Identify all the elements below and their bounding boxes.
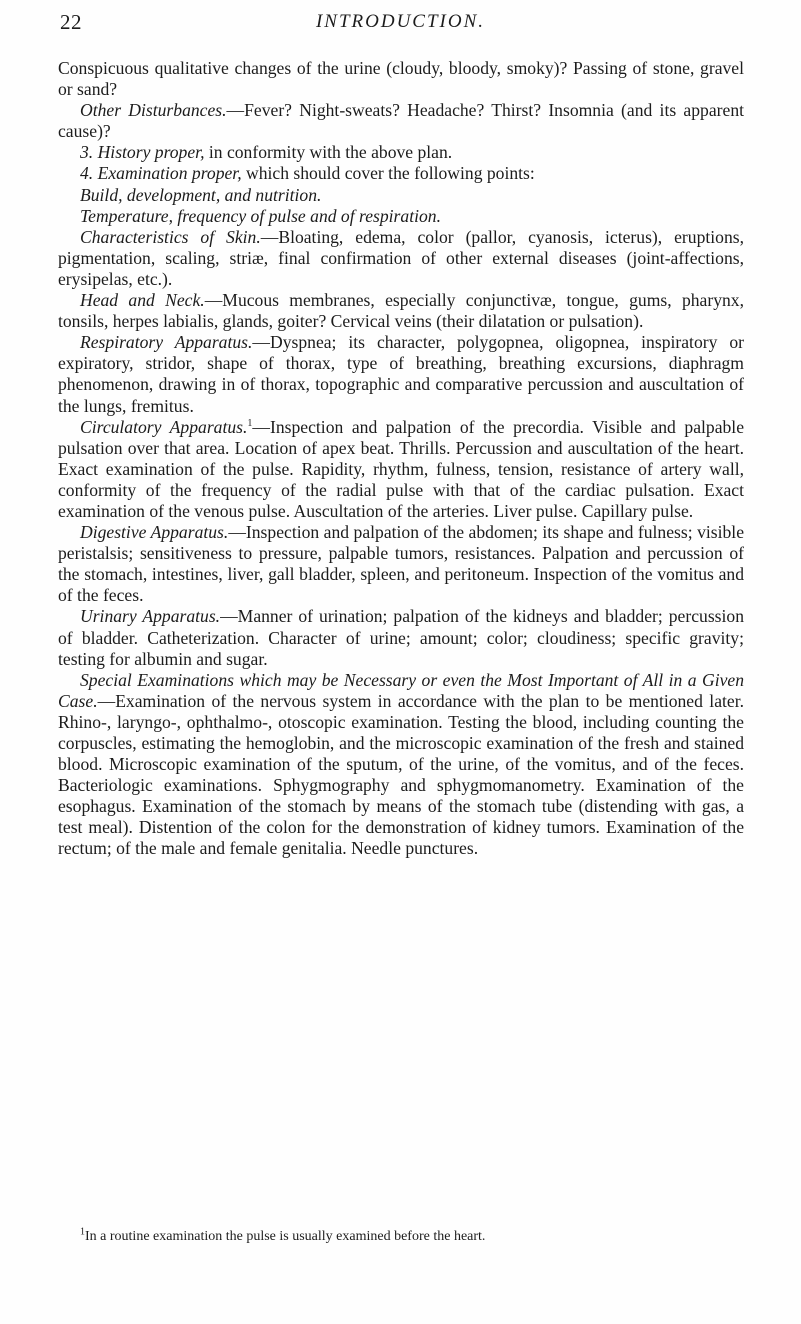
footnote-marker: 1 bbox=[247, 417, 253, 429]
footnote bbox=[58, 1228, 744, 1245]
paragraph-other-disturbances: Other Disturbances.—Fever? Night-sweats? Headache? Thirst? Insomnia (and its apparent cause)? bbox=[58, 100, 745, 142]
body-text bbox=[58, 58, 744, 860]
paragraph-build: Build, development, and nutrition. bbox=[80, 184, 322, 205]
paragraph-digestive: Digestive Apparatus.—Inspection and palpation of the abdomen; its shape and fulness; visible peristalsis; sensitiveness to pressure, palpable tumors, resistances. Palpation and percussion of the stomach, intestines, liver, gall bladder, spleen, and peritoneum. Inspection of the vomitus and of the feces. bbox=[58, 522, 745, 606]
footnote-number: 1 bbox=[80, 1226, 85, 1238]
paragraph-head-neck: Head and Neck.—Mucous membranes, especially conjunctivæ, tongue, gums, pharynx, tonsils, herpes labialis, glands, goiter? Cervical veins (their dilatation or pulsation). bbox=[58, 290, 744, 332]
paragraph-special-examinations: Special Examinations which may be Necessary or even the Most Important of All in a Given Case.—Examination of the nervous system in accordance with the plan to be mentioned later. Rhino-, laryngo-, ophthalmo-, otoscopic examination. Testing the blood, including counting the corpuscles, estimating the hemoglobin, and the microscopic examination of the fresh and stained blood. Microscopic examination of the sputum, of the urine, of the vomitus, and of the feces. Bacteriologic examinations. Sphygmography and sphygmomanometry. Examination of the esophagus. Examination of the stomach by means of the stomach tube (distending with gas, a test meal). Distention of the colon for the demonstration of kidney tumors. Examination of the rectum; of the male and female genitalia. Needle punctures. bbox=[58, 669, 744, 859]
page-header bbox=[0, 10, 801, 40]
footnote-text: In a routine examination the pulse is usually examined before the heart. bbox=[85, 1229, 486, 1244]
paragraph-urinary: Urinary Apparatus.—Manner of urination; palpation of the kidneys and bladder; percussion of bladder. Catheterization. Character of urine; amount; color; cloudiness; specific gravity; testing for albumin and sugar. bbox=[58, 606, 744, 669]
running-head: INTRODUCTION. bbox=[315, 11, 486, 32]
paragraph-examination-proper: 4. Examination proper, which should cover the following points: bbox=[80, 163, 535, 184]
paragraph-respiratory: Respiratory Apparatus.—Dyspnea; its character, polygopnea, oligopnea, inspiratory or expiratory, stridor, shape of thorax, type of breathing, breathing excursions, diaphragm phenomenon, drawing in of thorax, topographic and comparative percussion and auscultation of the lungs, fremitus. bbox=[58, 332, 744, 416]
paragraph-urine-changes: Conspicuous qualitative changes of the urine (cloudy, bloody, smoky)? Passing of stone, gravel or sand? bbox=[58, 58, 744, 100]
paragraph-history-proper: 3. History proper, in conformity with the above plan. bbox=[80, 142, 453, 163]
paragraph-temperature: Temperature, frequency of pulse and of respiration. bbox=[80, 205, 441, 226]
paragraph-circulatory: Circulatory Apparatus.$^1$—Inspection and palpation of the precordia. Visible and palpable pulsation over that area. Location of apex beat. Thrills. Percussion and auscultation of the heart. Exact examination of the pulse. Rapidity, rhythm, fulness, tension, resistance of artery wall, conformity of the frequency of the radial pulse with that of the cardiac pulsation. Exact examination of the venous pulse. Auscultation of the arteries. Liver pulse. Capillary pulse. bbox=[58, 416, 744, 521]
paragraph-skin: Characteristics of Skin.—Bloating, edema, color (pallor, cyanosis, icterus), eruptions, pigmentation, scaling, striæ, final confirmation of other external diseases (joint-affections, erysipelas, etc.). bbox=[58, 226, 744, 289]
page-number: 22 bbox=[60, 10, 82, 34]
